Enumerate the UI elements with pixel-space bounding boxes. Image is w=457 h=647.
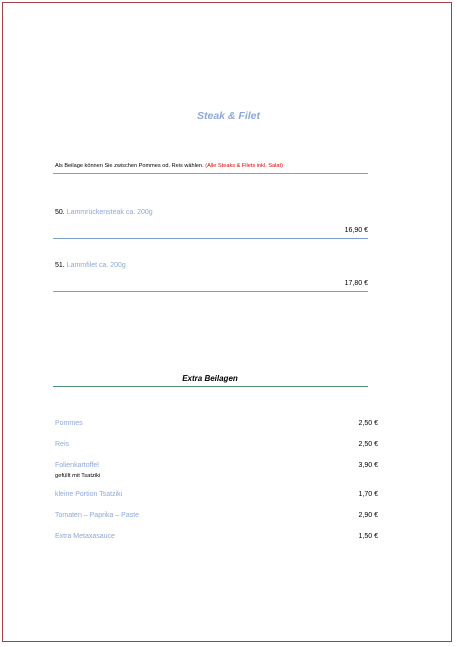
dish-number: 51. (55, 262, 65, 269)
dish-name: Lammfilet ca. 200g (66, 262, 126, 269)
side-dish-price: 2,50 € (358, 420, 378, 427)
side-dish-name: Folienkartoffel (55, 462, 99, 469)
side-dish-price: 1,70 € (358, 491, 378, 498)
side-dish-name: kleine Portion Tsatziki (55, 491, 123, 498)
side-dish-price: 1,50 € (358, 533, 378, 540)
dish-item (55, 262, 126, 269)
divider (53, 238, 368, 239)
note-close-paren: ) (281, 163, 283, 169)
side-dish-price: 2,90 € (358, 512, 378, 519)
note-text: Als Beilage können Sie zwischen Pommes od. Reis wählen. (55, 163, 204, 169)
dish-number: 50. (55, 209, 65, 216)
dish-price: 17,80 € (344, 280, 368, 287)
side-dish-name: Tomaten – Paprika – Paste (55, 512, 140, 519)
note-highlight: Alle Steaks & Filets inkl. Salat (207, 163, 282, 169)
side-dish-name: Extra Metaxasauce (55, 533, 115, 540)
dish-item (55, 209, 153, 216)
divider (53, 291, 368, 292)
section-title-steak-filet: Steak & Filet (196, 110, 261, 122)
side-dish-name: Pommes (55, 420, 83, 427)
page-border (2, 2, 452, 642)
divider (53, 386, 368, 387)
divider (53, 173, 368, 174)
dish-name: Lammrückensteak ca. 200g (66, 209, 153, 216)
dish-price: 16,90 € (344, 227, 368, 234)
side-dish-note (55, 163, 283, 169)
side-dish-price: 3,90 € (358, 462, 378, 469)
side-dish-description: gefüllt mit Tsatziki (55, 473, 101, 479)
side-dish-price: 2,50 € (358, 441, 378, 448)
side-dish-name: Reis (55, 441, 70, 448)
note-open-paren: ( (205, 163, 208, 169)
section-title-extra-beilagen: Extra Beilagen (182, 374, 238, 383)
